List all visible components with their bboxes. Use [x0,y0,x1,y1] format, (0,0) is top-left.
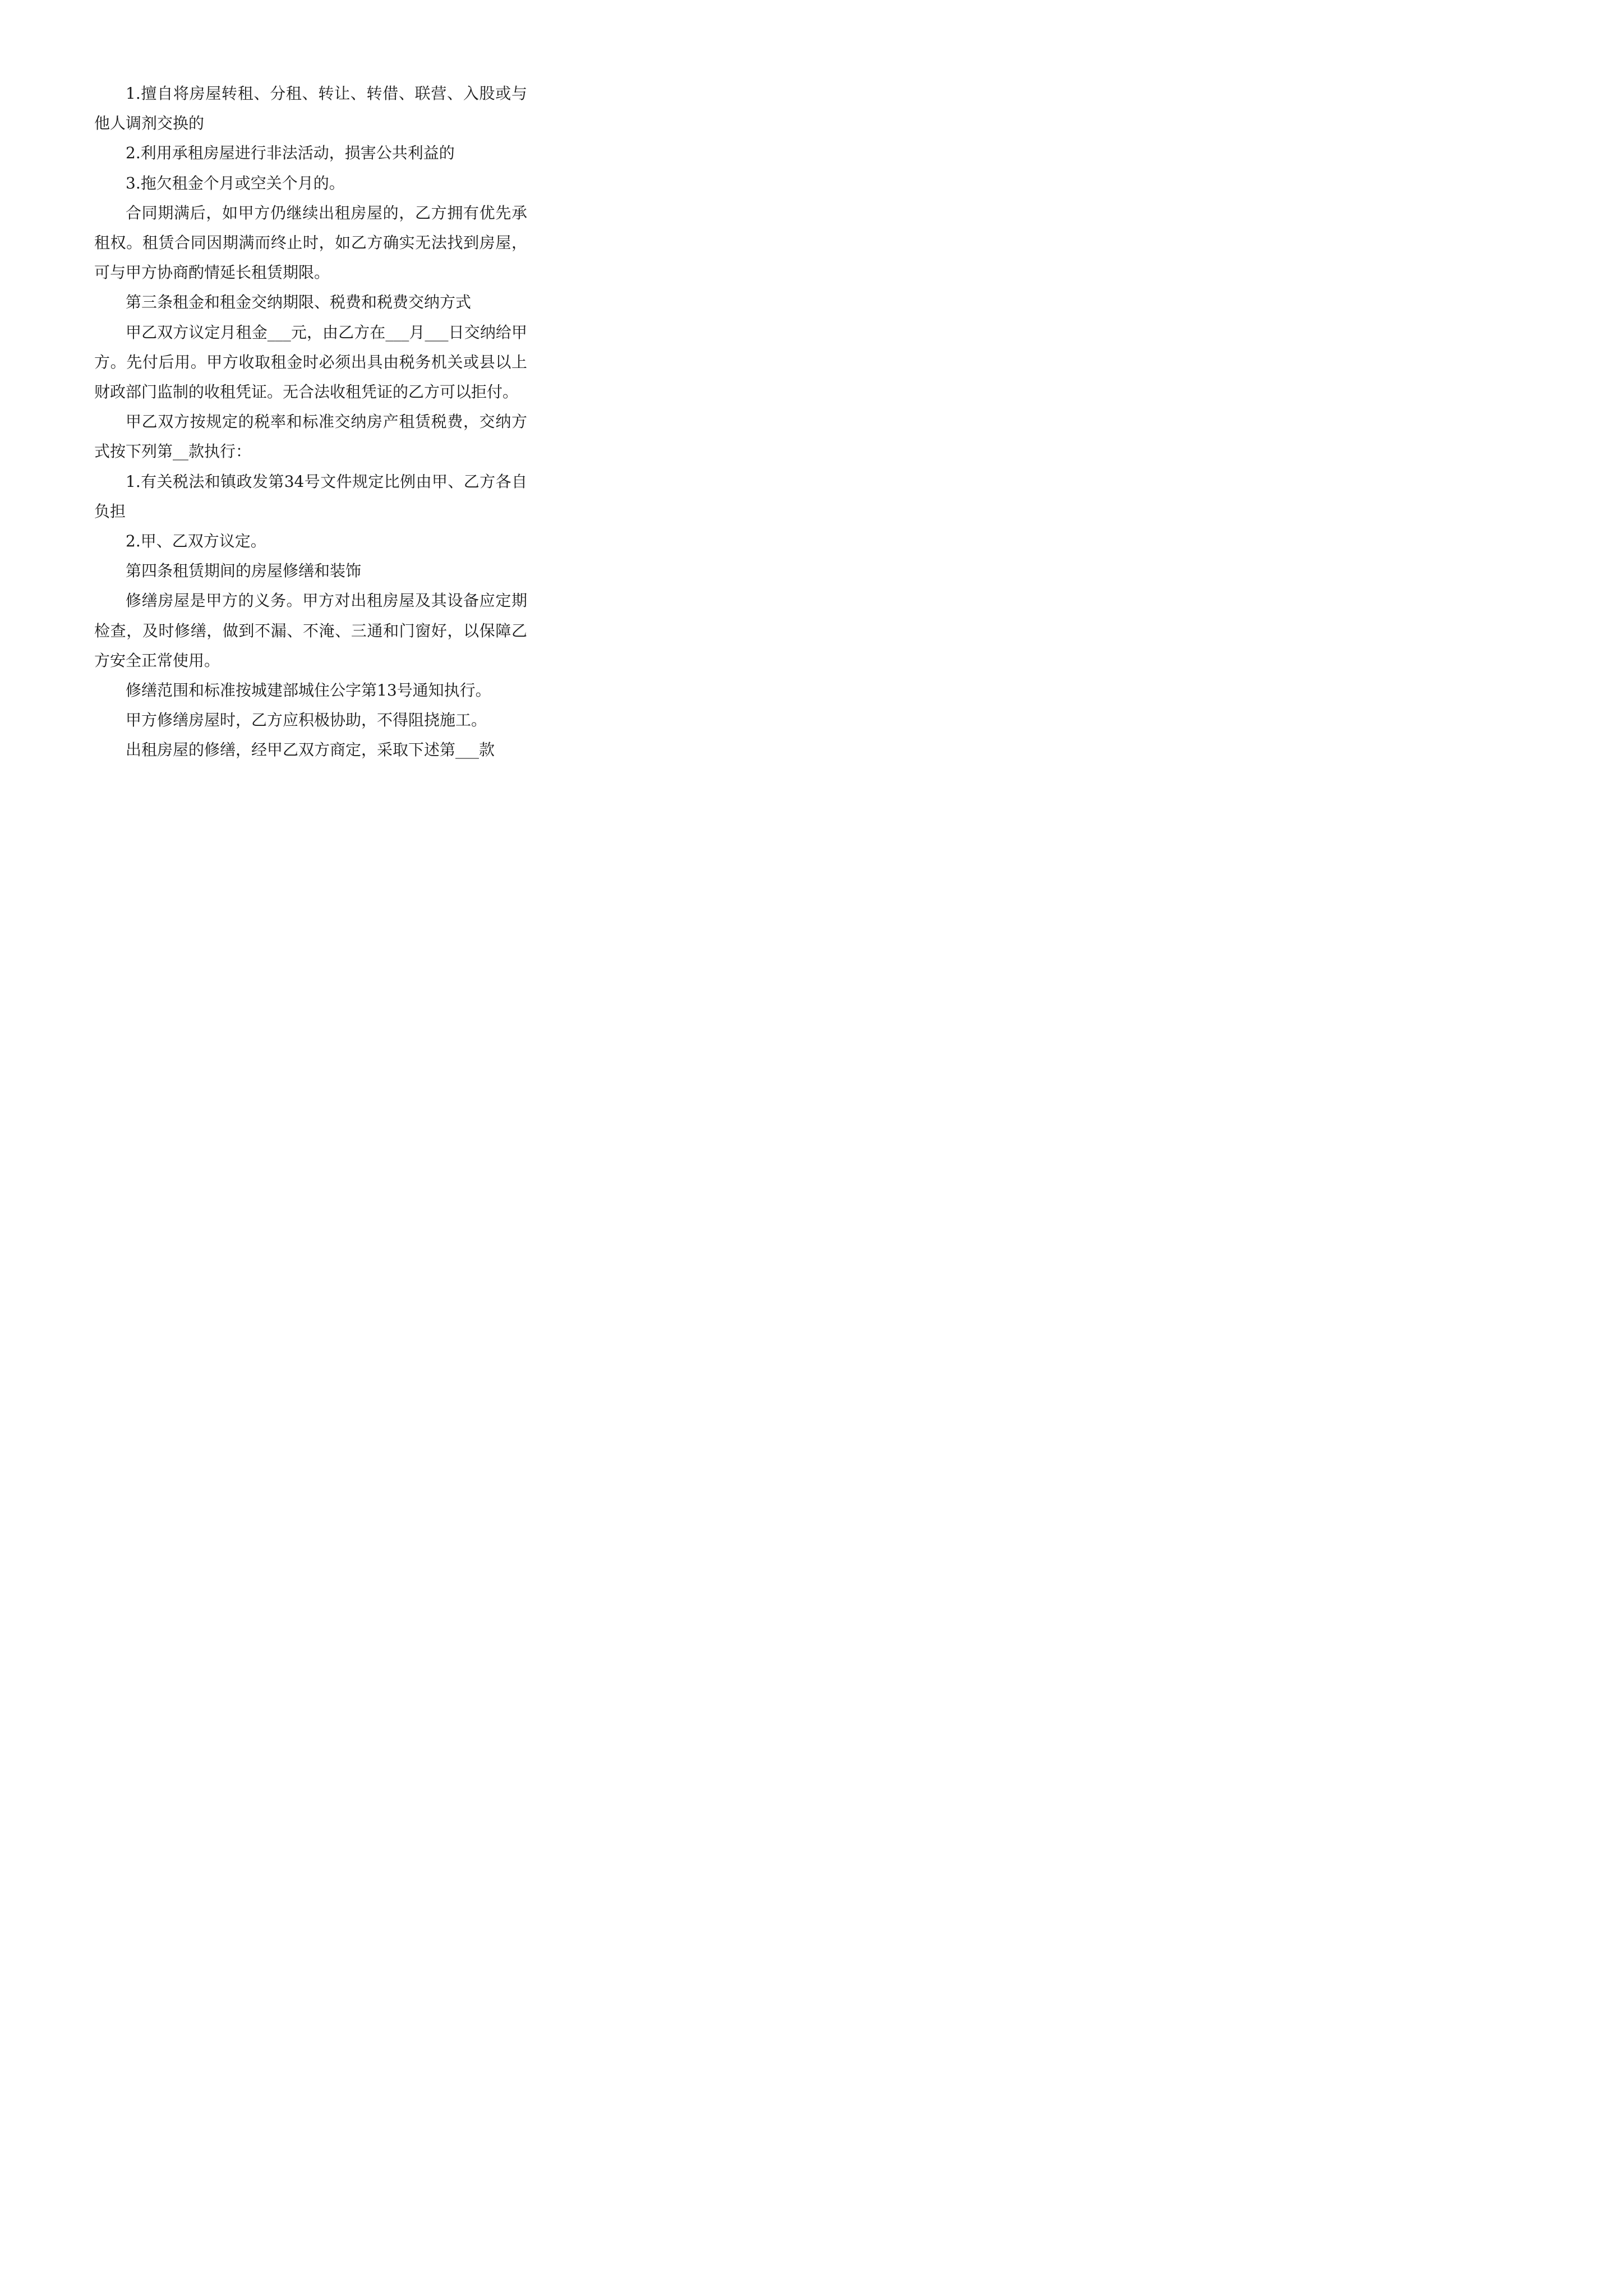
clause-item-3-rent-arrears: 3.拖欠租金个月或空关个月的。 [126,173,345,192]
tax-option-2: 2.甲、乙双方议定。 [126,532,266,551]
paragraph-repair-method: 出租房屋的修缮，经甲乙双方商定，采取下述第___款 [126,740,495,760]
paragraph-repair-scope: 修缮范围和标准按城建部城住公字第13号通知执行。 [126,681,491,700]
document-page [0,0,618,875]
paragraph-repair-duty: 修缮房屋是甲方的义务。甲方对出租房屋及其设备应定期检查，及时修缮，做到不漏、不淹、三通和门窗好，以保障乙方安全正常使用。 [94,591,527,670]
clause-item-2-illegal-use: 2.利用承租房屋进行非法活动，损害公共利益的 [126,144,455,163]
document-body [94,79,527,765]
paragraph-monthly-rent: 甲乙双方议定月租金___元，由乙方在___月___日交纳给甲方。先付后用。甲方收取租金时必须出具由税务机关或县以上财政部门监制的收租凭证。无合法收租凭证的乙方可以拒付。 [94,323,527,402]
section-heading-article-4: 第四条租赁期间的房屋修缮和装饰 [126,562,362,581]
paragraph-renewal-priority: 合同期满后，如甲方仍继续出租房屋的，乙方拥有优先承租权。租赁合同因期满而终止时，如乙方确实无法找到房屋，可与甲方协商酌情延长租赁期限。 [94,203,527,282]
clause-item-1-sublease: 1.擅自将房屋转租、分租、转让、转借、联营、入股或与他人调剂交换的 [94,84,527,133]
section-heading-article-3: 第三条租金和租金交纳期限、税费和税费交纳方式 [126,293,472,312]
paragraph-repair-cooperation: 甲方修缮房屋时，乙方应积极协助，不得阻挠施工。 [126,711,487,730]
paragraph-tax-payment: 甲乙双方按规定的税率和标准交纳房产租赁税费，交纳方式按下列第__款执行： [94,412,527,461]
tax-option-1: 1.有关税法和镇政发第34号文件规定比例由甲、乙方各自负担 [94,472,527,521]
